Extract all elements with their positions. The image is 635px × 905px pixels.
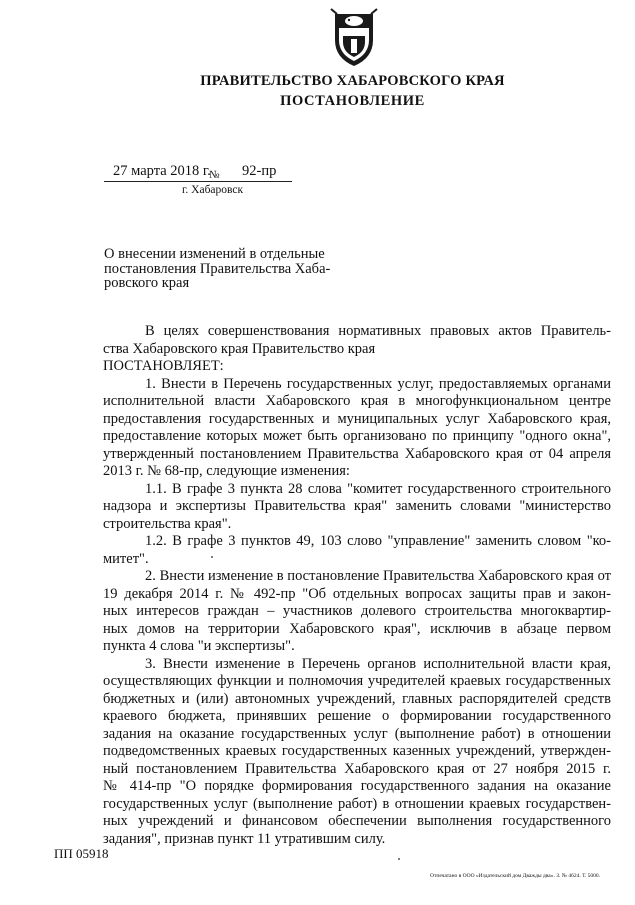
body-line: ных интересов граждан – участников долевого строительства многоквартир- xyxy=(103,603,611,619)
body-line: митет". xyxy=(103,550,149,567)
document-city: г. Хабаровск xyxy=(182,184,244,196)
body-line: 1.1. В графе 3 пункта 28 слова "комитет государственного строительного xyxy=(145,480,611,497)
scan-speck xyxy=(211,556,213,558)
body-line: № 414-пр "О порядке формирования государственного задания на оказание xyxy=(103,778,611,794)
khabarovsk-coat-of-arms-icon xyxy=(329,6,379,68)
body-line: ных учреждений и финансовом обеспечении выполнения государственного xyxy=(103,813,611,829)
body-line: предоставления государственных и муниципальных услуг Хабаровского края, xyxy=(103,410,611,427)
number-sign: № xyxy=(209,169,220,181)
body-line: исполнительной власти Хабаровского края в многофункциональном центре xyxy=(103,393,611,409)
body-line: задания на оказание государственных услуг (выполнение работ) в отношении xyxy=(103,725,611,742)
subject-line: постановления Правительства Хаба- xyxy=(104,260,331,277)
footer-code: ПП 05918 xyxy=(54,846,109,861)
body-line: В целях совершенствования нормативных правовых актов Правитель- xyxy=(145,323,611,339)
body-line: ства Хабаровского края Правительство края xyxy=(103,340,376,357)
printer-note: Отпечатано в ООО «Издательский дом Дважды два». З. № 4624. Т. 5000. xyxy=(430,873,601,879)
body-line: 2013 г. № 68-пр, следующие изменения: xyxy=(103,463,350,479)
subject-line: ровского края xyxy=(104,275,190,291)
subject-line: О внесении изменений в отдельные xyxy=(104,246,325,262)
body-line: ПОСТАНОВЛЯЕТ: xyxy=(103,358,224,374)
body-line: пункта 4 слова "и экспертизы". xyxy=(103,638,295,654)
body-line: 1. Внести в Перечень государственных услуг, предоставляемых органами xyxy=(145,375,611,392)
scan-speck xyxy=(398,858,400,860)
date-underline xyxy=(104,181,292,182)
body-line: предоставление которых может быть организовано по принципу "одного окна", xyxy=(103,428,611,444)
body-line: надзора и экспертизы Правительства края" заменить словами "министерство xyxy=(103,498,611,514)
document-date: 27 марта 2018 г. xyxy=(113,163,211,179)
body-line: 2. Внести изменение в постановление Правительства Хабаровского края от xyxy=(145,568,611,584)
document-number: 92-пр xyxy=(242,163,277,179)
document-subject xyxy=(104,247,344,291)
body-line: 19 декабря 2014 г. № 492-пр "Об отдельных вопросах защиты прав и закон- xyxy=(103,585,611,602)
body-line: осуществляющих функции и полномочия учредителей краевых государственных xyxy=(103,673,611,689)
body-line: подведомственных краевых государственных казенных учреждений, утвержден- xyxy=(103,743,611,759)
body-line: государственных услуг (выполнение работ) в отношении краевых государствен- xyxy=(103,795,611,812)
document-body xyxy=(103,323,611,848)
body-line: 3. Внести изменение в Перечень органов исполнительной власти края, xyxy=(145,655,611,672)
body-line: утвержденный постановлением Правительства Хабаровского края от 04 апреля xyxy=(103,445,611,462)
body-line: краевого бюджета, принявших решение о формировании государственного xyxy=(103,708,611,724)
body-line: ный постановлением Правительства Хабаровского края от 27 ноября 2015 г. xyxy=(103,760,611,777)
body-line: строительства края". xyxy=(103,515,232,532)
body-line: бюджетных и (или) автономных учреждений, главных распорядителей средств xyxy=(103,690,611,707)
body-line: 1.2. В графе 3 пунктов 49, 103 слово "управление" заменить словом "ко- xyxy=(145,533,611,549)
body-line: задания", признав пункт 11 утратившим силу. xyxy=(103,830,386,847)
document-type: ПОСТАНОВЛЕНИЕ xyxy=(280,93,425,109)
body-line: ных домов на территории Хабаровского края", исключив в абзаце первом xyxy=(103,620,611,637)
government-title: ПРАВИТЕЛЬСТВО ХАБАРОВСКОГО КРАЯ xyxy=(200,73,505,89)
